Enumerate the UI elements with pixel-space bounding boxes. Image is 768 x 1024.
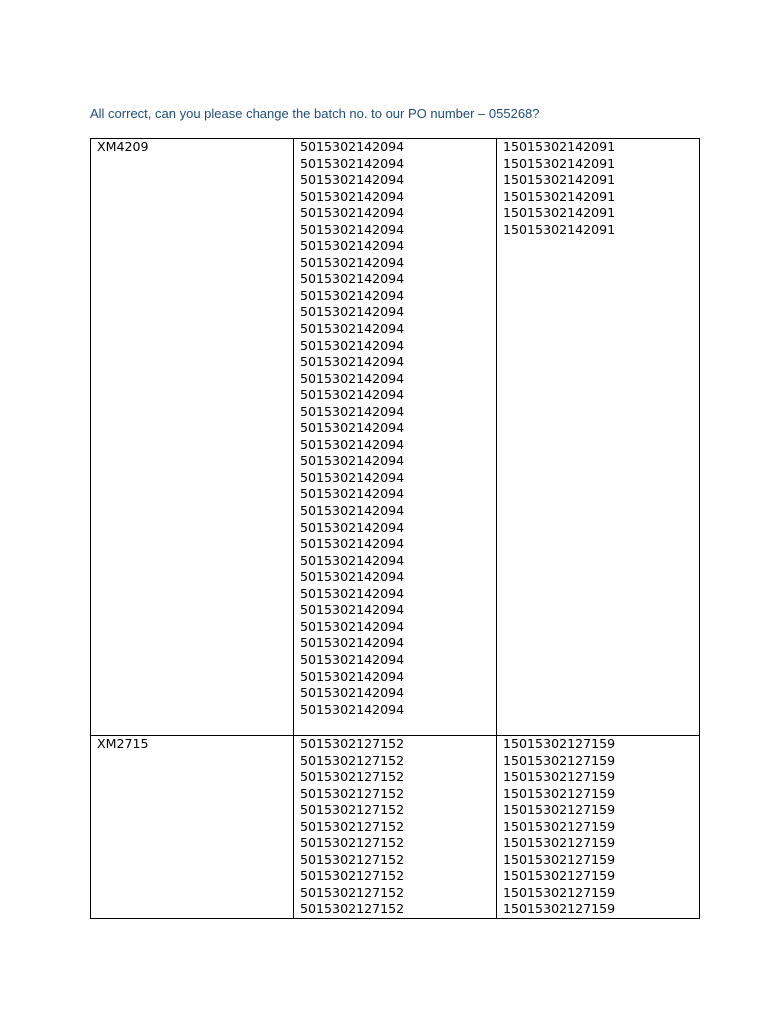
unit-barcode: 5015302142094	[300, 304, 405, 320]
unit-barcode: 5015302142094	[300, 155, 405, 171]
table-row	[91, 736, 700, 919]
unit-barcode: 5015302127152	[300, 736, 405, 751]
case-barcode: 15015302142091	[503, 139, 616, 154]
unit-barcode: 5015302142094	[300, 238, 405, 254]
unit-barcode: 5015302127152	[300, 835, 405, 851]
product-code: XM2715	[97, 736, 149, 751]
unit-barcode: 5015302127152	[300, 752, 405, 768]
unit-barcode: 5015302127152	[300, 851, 405, 867]
unit-barcode: 5015302127152	[300, 884, 405, 900]
case-barcode: 15015302127159	[503, 769, 616, 785]
unit-barcode: 5015302142094	[300, 618, 405, 634]
case-barcode: 15015302127159	[503, 818, 616, 834]
unit-barcode: 5015302142094	[300, 685, 405, 701]
case-barcode: 15015302127159	[503, 736, 616, 751]
unit-barcode: 5015302142094	[300, 651, 405, 667]
unit-barcode: 5015302142094	[300, 701, 405, 717]
unit-barcode: 5015302142094	[300, 287, 405, 303]
unit-barcode: 5015302142094	[300, 469, 405, 485]
unit-barcode: 5015302142094	[300, 552, 405, 568]
unit-barcode: 5015302142094	[300, 453, 405, 469]
unit-barcode: 5015302142094	[300, 337, 405, 353]
unit-barcode: 5015302142094	[300, 536, 405, 552]
unit-barcode: 5015302142094	[300, 221, 405, 237]
case-barcode: 15015302127159	[503, 901, 616, 917]
case-barcode: 15015302142091	[503, 155, 616, 171]
unit-barcode: 5015302142094	[300, 271, 405, 287]
case-barcode: 15015302127159	[503, 785, 616, 801]
unit-barcode: 5015302142094	[300, 602, 405, 618]
unit-barcode: 5015302142094	[300, 188, 405, 204]
case-barcode: 15015302127159	[503, 752, 616, 768]
case-barcode-cell	[497, 139, 700, 736]
unit-barcode: 5015302142094	[300, 668, 405, 684]
unit-barcode: 5015302142094	[300, 486, 405, 502]
case-barcode: 15015302142091	[503, 172, 616, 188]
case-barcode: 15015302127159	[503, 884, 616, 900]
product-code: XM4209	[97, 139, 149, 154]
unit-barcode: 5015302142094	[300, 635, 405, 651]
unit-barcode: 5015302142094	[300, 172, 405, 188]
unit-barcode: 5015302127152	[300, 769, 405, 785]
unit-barcode: 5015302127152	[300, 901, 405, 917]
unit-barcode-cell	[294, 139, 497, 736]
unit-barcode: 5015302127152	[300, 868, 405, 884]
unit-barcode: 5015302142094	[300, 403, 405, 419]
unit-barcode: 5015302142094	[300, 139, 405, 154]
case-barcode: 15015302127159	[503, 851, 616, 867]
unit-barcode: 5015302142094	[300, 519, 405, 535]
unit-barcode: 5015302142094	[300, 370, 405, 386]
unit-barcode: 5015302142094	[300, 503, 405, 519]
unit-barcode: 5015302142094	[300, 420, 405, 436]
unit-barcode: 5015302127152	[300, 785, 405, 801]
unit-barcode: 5015302142094	[300, 436, 405, 452]
case-barcode: 15015302142091	[503, 188, 616, 204]
case-barcode: 15015302142091	[503, 205, 616, 221]
unit-barcode-cell	[294, 736, 497, 919]
case-barcode: 15015302127159	[503, 802, 616, 818]
unit-barcode: 5015302142094	[300, 254, 405, 270]
product-code-cell	[91, 139, 294, 736]
unit-barcode: 5015302142094	[300, 205, 405, 221]
case-barcode-cell	[497, 736, 700, 919]
case-barcode: 15015302142091	[503, 221, 616, 237]
case-barcode: 15015302127159	[503, 835, 616, 851]
barcode-table	[90, 138, 700, 919]
unit-barcode: 5015302142094	[300, 354, 405, 370]
unit-barcode: 5015302142094	[300, 569, 405, 585]
unit-barcode: 5015302142094	[300, 387, 405, 403]
message-text: All correct, can you please change the batch no. to our PO number – 055268?	[90, 106, 540, 121]
unit-barcode: 5015302127152	[300, 802, 405, 818]
table-row	[91, 139, 700, 736]
unit-barcode: 5015302127152	[300, 818, 405, 834]
product-code-cell	[91, 736, 294, 919]
case-barcode: 15015302127159	[503, 868, 616, 884]
unit-barcode: 5015302142094	[300, 321, 405, 337]
unit-barcode: 5015302142094	[300, 585, 405, 601]
